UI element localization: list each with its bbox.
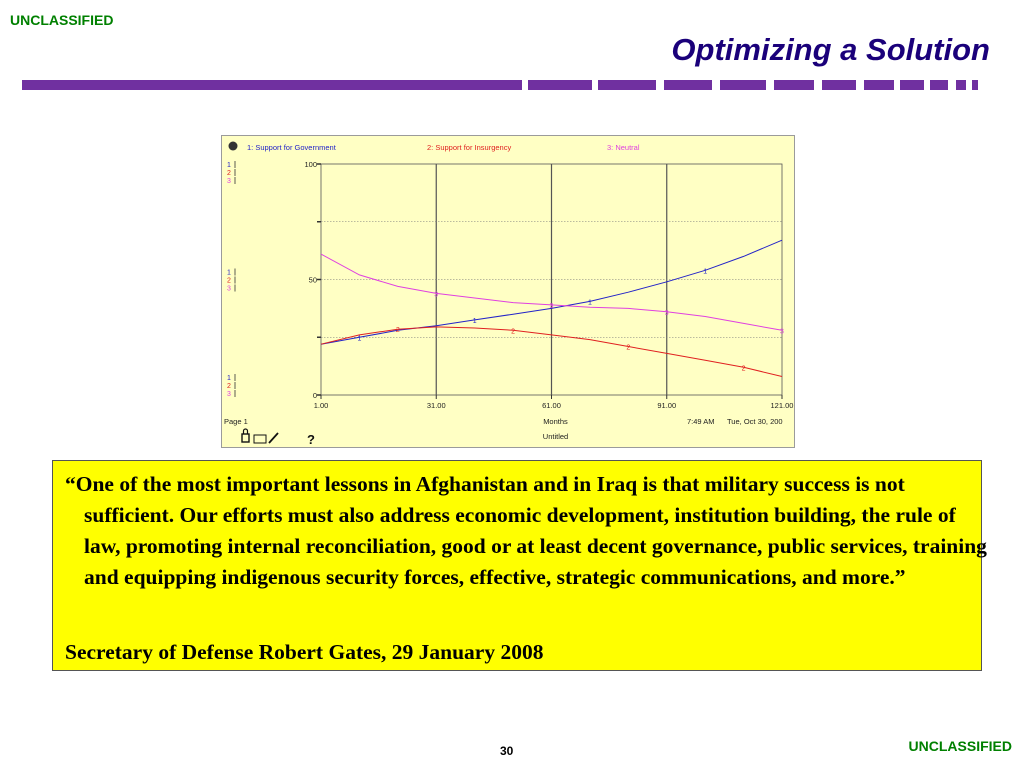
classification-banner-top: UNCLASSIFIED	[10, 12, 114, 28]
title-bar-segment	[956, 80, 966, 90]
series-point-marker: 1	[587, 299, 592, 307]
series-point-marker: 2	[395, 327, 400, 335]
legend-entry: 2: Support for Insurgency	[427, 143, 512, 152]
simulation-graph-window	[221, 135, 795, 448]
series-point-marker: 3	[780, 328, 784, 336]
y-tick-label: 50	[308, 275, 317, 285]
series-point-marker: 2	[741, 365, 746, 373]
x-tick-label: 61.00	[542, 401, 561, 410]
series-point-marker: 2	[626, 344, 631, 352]
scale-marker: 1	[227, 162, 231, 169]
scale-marker: 3	[227, 391, 231, 398]
title-bar-segment	[720, 80, 766, 90]
quote-text: “One of the most important lessons in Afghanistan and in Iraq is that military success is not sufficient. Our efforts must also address economic development, institution building, the rule of law, promoting internal reconciliation, good or at least decent governance, public services, training and equipping indigenous security forces, effective, strategic communications, and more.”	[65, 472, 987, 589]
series-point-marker: 3	[434, 291, 439, 299]
pencil-icon	[269, 433, 278, 443]
classification-banner-bottom: UNCLASSIFIED	[908, 738, 1012, 754]
y-tick-label: 100	[304, 160, 317, 169]
untitled-label: Untitled	[542, 432, 569, 441]
lock-shackle	[244, 429, 248, 434]
help-icon: ?	[307, 432, 315, 447]
x-tick-label: 1.00	[313, 401, 329, 410]
series-point-marker: 3	[664, 309, 669, 317]
title-bar-segment	[774, 80, 814, 90]
title-bar-segment	[822, 80, 856, 90]
scale-marker: 1	[227, 269, 231, 277]
series-point-marker: 1	[703, 268, 708, 276]
ship-icon	[229, 142, 238, 151]
scale-marker: 3	[227, 285, 231, 293]
simulation-graph	[222, 136, 794, 447]
date-label: Tue, Oct 30, 200	[727, 417, 783, 426]
scale-marker: 2	[227, 383, 231, 390]
page-label: Page 1	[224, 417, 248, 426]
title-bar-segment	[930, 80, 948, 90]
x-tick-label: 31.00	[426, 401, 446, 410]
lock-icon	[242, 434, 249, 442]
title-bar-segment	[972, 80, 978, 90]
title-bar-segment	[22, 80, 522, 90]
title-bar-segment	[864, 80, 894, 90]
legend-entry: 3: Neutral	[607, 143, 640, 152]
series-point-marker: 3	[549, 302, 554, 310]
series-point-marker: 1	[472, 317, 477, 325]
legend-entry: 1: Support for Government	[247, 143, 336, 152]
title-bar-segment	[528, 80, 592, 90]
graph-pad-icon	[254, 435, 266, 443]
scale-marker: 1	[227, 375, 231, 382]
y-tick-label: 0	[312, 391, 317, 400]
slide-title: Optimizing a Solution	[671, 32, 990, 67]
scale-marker: 2	[227, 170, 231, 177]
page-number: 30	[500, 744, 514, 758]
series-point-marker: 2	[511, 328, 516, 336]
scale-marker: 2	[227, 277, 231, 285]
title-underline-bar	[22, 80, 982, 90]
x-tick-label: 121.00	[770, 401, 794, 410]
title-bar-segment	[598, 80, 656, 90]
quote-attribution: Secretary of Defense Robert Gates, 29 January 2008	[65, 640, 544, 664]
series-point-marker: 1	[357, 335, 362, 343]
x-axis-label: Months	[543, 417, 568, 426]
title-bar-segment	[900, 80, 924, 90]
scale-marker: 3	[227, 178, 231, 185]
title-bar-segment	[664, 80, 712, 90]
time-label: 7:49 AM	[687, 417, 715, 426]
quote-box	[52, 460, 987, 671]
x-tick-label: 91.00	[657, 401, 677, 410]
